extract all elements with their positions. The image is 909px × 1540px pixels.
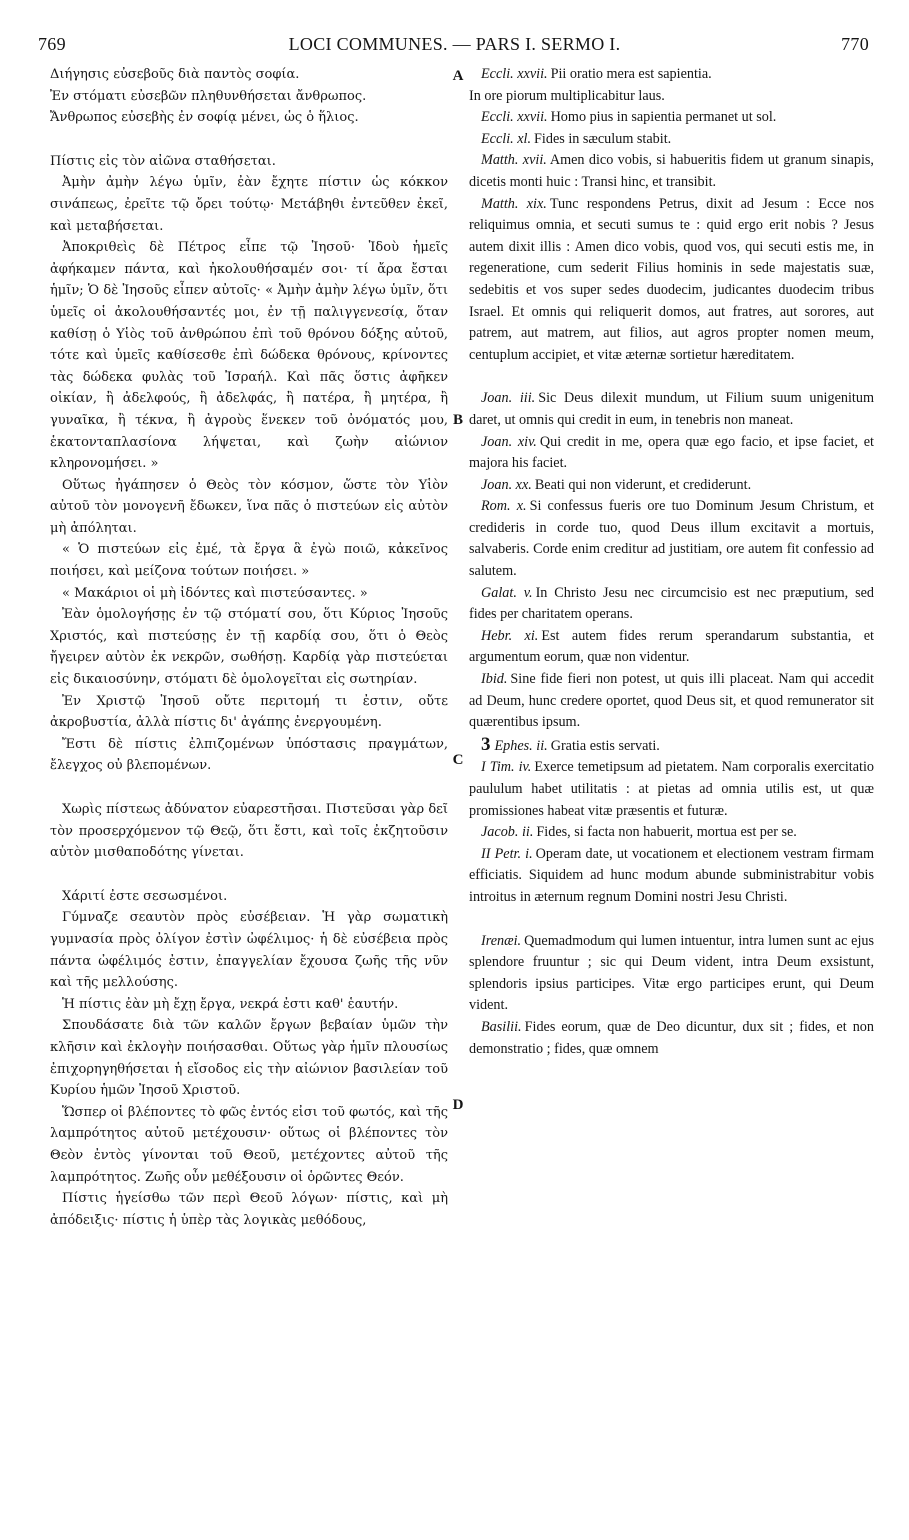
scripture-reference: Joan. xiv.: [481, 433, 537, 450]
greek-verse: Σπουδάσατε διὰ τῶν καλῶν ἔργων βεβαίαν ὑμῶν τὴν κλῆσιν καὶ ἐκλογὴν ποιήσασθαι. Οὕτως γὰρ ἡμῖν πλουσίως ἐπιχορηγηθήσεται ἡ εἴσοδος εἰς τὴν αἰώνιον βασιλείαν τοῦ Κυρίου ἡμῶν Ἰησοῦ Χριστοῦ.: [50, 1018, 448, 1099]
latin-text: Si confessus fueris ore tuo Dominum Jesum Christum, et credideris in corde tuo, quod Deus illum excitavit a mortuis, salvaberis. Corde enim creditur ad justitiam, ore autem fit confessio ad salutem.: [469, 498, 874, 580]
latin-verse: [469, 626, 874, 669]
latin-verse: [469, 432, 874, 475]
latin-verse: [469, 107, 874, 129]
scripture-reference: Matth. xix.: [481, 195, 547, 212]
greek-verse: « Ὁ πιστεύων εἰς ἐμέ, τὰ ἔργα ἃ ἐγὼ ποιῶ, κἀκεῖνος ποιήσει, καὶ μείζονα τούτων ποιήσει. »: [50, 542, 448, 580]
latin-column: [469, 64, 874, 1534]
latin-verse: [469, 475, 874, 497]
latin-verse: [469, 388, 874, 431]
scripture-reference: Ephes. ii.: [494, 737, 548, 754]
latin-text: In ore piorum multiplicabitur laus.: [469, 87, 665, 104]
latin-verse: [469, 129, 874, 151]
latin-text: Operam date, ut vocationem et electionem vestram firmam efficiatis. Siquidem ad hunc modum abunde subministrabitur vobis introitus in æternum regnum Domini nostri Jesu Christi.: [469, 845, 874, 905]
margin-letter-a: A: [452, 68, 464, 84]
latin-text: Fides eorum, quæ de Deo dicuntur, dux sit ; fides, et non demonstratio ; fides, quæ omnem: [469, 1018, 874, 1057]
greek-verse: Πίστις εἰς τὸν αἰῶνα σταθήσεται.: [50, 153, 276, 169]
latin-text: Pii oratio mera est sapientia.: [550, 66, 712, 82]
greek-verse: Πίστις ἡγείσθω τῶν περὶ Θεοῦ λόγων· πίστις, καὶ μὴ ἀπόδειξις· πίστις ἡ ὑπὲρ τὰς λογικὰς μεθόδους,: [50, 1191, 448, 1228]
scripture-reference: I Tim. iv.: [481, 759, 532, 776]
latin-text: Beati qui non viderunt, et crediderunt.: [534, 476, 752, 493]
scripture-reference: Eccli. xl.: [481, 130, 532, 147]
latin-text: Tunc respondens Petrus, dixit ad Jesum : Ecce nos reliquimus omnia, et secuti sumus te : quid ergo erit nobis ? Jesus autem dixit illis : Amen dico vobis, quod vos, qui secuti estis me, in regeneratione, cum sederit Filius hominis in sede majestatis suæ, sedebitis et vos super sedes duodecim, judicantes duodecim tribus Israel. Et omnis qui reliquerit domos, aut fratres, aut sorores, aut patrem, aut matrem, aut filios, aut agros propter nomen meum, centuplum accipiet, et vitæ æternæ sortietur hæreditatem.: [469, 195, 874, 363]
scripture-reference: Joan. iii.: [481, 390, 536, 407]
latin-verse: [469, 496, 874, 582]
latin-verse: [469, 1017, 874, 1060]
greek-verse: Οὕτως ἠγάπησεν ὁ Θεὸς τὸν κόσμον, ὥστε τὸν Υἱὸν αὐτοῦ τὸν μονογενῆ ἔδωκεν, ἵνα πᾶς ὁ πιστεύων εἰς αὐτὸν μὴ ἀπόληται.: [50, 477, 448, 536]
greek-verse: Ὥσπερ οἱ βλέποντες τὸ φῶς ἐντός εἰσι τοῦ φωτός, καὶ τῆς λαμπρότητος αὐτοῦ μετέχουσιν· οὕτως οἱ βλέποντες τὸν Θεὸν ἐντὸς γίνονται τοῦ Θεοῦ, μετέχοντες αὐτοῦ τῆς λαμπρότητος. Ζωῆς οὖν μεθέξουσιν οἱ ὁρῶντες Θεόν.: [50, 1104, 448, 1185]
latin-text: Est autem fides rerum sperandarum substantia, et argumentum eorum, quæ non videntur.: [469, 627, 874, 666]
latin-verse: [469, 844, 874, 909]
greek-verse: Ἀποκριθεὶς δὲ Πέτρος εἶπε τῷ Ἰησοῦ· Ἰδοὺ ἡμεῖς ἀφήκαμεν πάντα, καὶ ἠκολουθήσαμέν σοι· τί ἄρα ἔσται ἡμῖν; Ὁ δὲ Ἰησοῦς εἶπεν αὐτοῖς· « Ἀμὴν ἀμὴν λέγω ὑμῖν, ὅτι ὑμεῖς οἱ ἀκολουθήσαντές μοι, ἐν τῇ παλιγγενεσίᾳ, ὅταν καθίσῃ ὁ Υἱὸς τοῦ ἀνθρώπου ἐπὶ τοῦ θρόνου δόξης αὐτοῦ, τότε καὶ ὑμεῖς καθίσεσθε ἐπὶ δώδεκα θρόνους, κρίνοντες τὰς δώδεκα φυλὰς τοῦ Ἰσραήλ. Καὶ πᾶς ὅστις ἀφῆκεν οἰκίαν, ἢ ἀδελφούς, ἢ ἀδελφάς, ἢ πατέρα, ἢ μητέρα, ἢ γυναῖκα, ἢ τέκνα, ἢ ἀγροὺς ἕνεκεν τοῦ ὀνόματός μου, ἑκατονταπλασίονα λήψεται, καὶ ζωὴν αἰώνιον κληρονομήσει. »: [50, 240, 448, 472]
latin-text: Homo pius in sapientia permanet ut sol.: [550, 109, 777, 126]
greek-verse: Γύμναζε σεαυτὸν πρὸς εὐσέβειαν. Ἡ γὰρ σωματικὴ γυμνασία πρὸς ὀλίγον ἐστὶν ὠφέλιμος· ἡ δὲ εὐσέβεια πρὸς πάντα ὠφέλιμός ἐστιν, ἐπαγγελίαν ἔχουσα ζωῆς τῆς νῦν καὶ τῆς μελλούσης.: [50, 910, 448, 991]
greek-verse: Χωρὶς πίστεως ἀδύνατον εὐαρεστῆσαι. Πιστεῦσαι γὰρ δεῖ τὸν προσερχόμενον τῷ Θεῷ, ὅτι ἔστι, καὶ τοῖς ἐκζητοῦσιν αὐτὸν μισθαποδότης γίνεται.: [50, 802, 448, 861]
scripture-reference: Galat. v.: [481, 584, 533, 601]
margin-letter-b: B: [452, 412, 463, 428]
page-number-left: 769: [38, 34, 66, 54]
latin-verse: [469, 86, 874, 108]
latin-verse: [469, 150, 874, 193]
scripture-reference: Matth. xvii.: [481, 152, 547, 169]
latin-text: Sic Deus dilexit mundum, ut Filium suum unigenitum daret, ut omnis qui credit in eum, in tenebris non maneat.: [469, 390, 874, 428]
latin-verse: [469, 734, 874, 758]
greek-verse: « Μακάριοι οἱ μὴ ἰδόντες καὶ πιστεύσαντες. »: [62, 585, 368, 601]
running-header: [0, 30, 909, 56]
latin-text: Exerce temetipsum ad pietatem. Nam corporalis exercitatio paululum habet utilitatis : at pietas ad omnia utilis est, ut quæ promissiones habeat vitæ præsentis et futuræ.: [469, 759, 874, 819]
margin-letter-d: D: [452, 1097, 464, 1113]
scripture-reference: Joan. xx.: [481, 476, 532, 493]
scripture-reference: Rom. x.: [481, 498, 527, 515]
latin-text: Quemadmodum qui lumen intuentur, intra lumen sunt ac ejus splendore fruuntur ; sic qui Deum vident, intra Deum exsistunt, splendoris ipsius participes. Vitæ ergo participes erunt, qui Deum vident.: [469, 932, 874, 1014]
running-title: LOCI COMMUNES. — PARS I. SERMO I.: [288, 34, 621, 54]
latin-text: Qui credit in me, opera quæ ego facio, et ipse faciet, et majora his faciet.: [469, 433, 874, 472]
scripture-reference: Hebr. xi.: [481, 627, 539, 644]
scripture-reference: Ibid.: [481, 671, 508, 688]
latin-verse: [469, 931, 874, 1017]
father-reference: Irenæi.: [481, 932, 522, 949]
latin-text: Amen dico vobis, si habueritis fidem ut granum sinapis, dicetis monti huic : Transi hinc, et transibit.: [469, 152, 874, 190]
latin-verse: [469, 757, 874, 822]
latin-verse: [469, 64, 874, 86]
greek-verse: Ἔστι δὲ πίστις ἐλπιζομένων ὑπόστασις πραγμάτων, ἔλεγχος οὐ βλεπομένων.: [50, 736, 448, 774]
latin-text: Gratia estis servati.: [550, 737, 660, 754]
father-reference: Basilii.: [481, 1018, 522, 1035]
greek-verse: Ἡ πίστις ἐὰν μὴ ἔχῃ ἔργα, νεκρά ἐστι καθ' ἑαυτήν.: [62, 996, 399, 1012]
scripture-reference: Eccli. xxvii.: [481, 109, 548, 126]
greek-verse: Ἄνθρωπος εὐσεβὴς ἐν σοφίᾳ μένει, ὡς ὁ ἥλιος.: [50, 110, 359, 126]
greek-verse: Ἀμὴν ἀμὴν λέγω ὑμῖν, ἐὰν ἔχητε πίστιν ὡς κόκκον σινάπεως, ἐρεῖτε τῷ ὄρει τούτῳ· Μετάβηθι ἐντεῦθεν ἐκεῖ, καὶ μεταβήσεται.: [50, 175, 448, 234]
greek-verse: Ἐὰν ὁμολογήσῃς ἐν τῷ στόματί σου, ὅτι Κύριος Ἰησοῦς Χριστός, καὶ πιστεύσῃς ἐν τῇ καρδίᾳ σου, ὅτι ὁ Θεὸς ἤγειρεν αὐτὸν ἐκ νεκρῶν, σωθήσῃ. Καρδίᾳ γὰρ πιστεύεται εἰς δικαιοσύνην, στόματι δὲ ὁμολογεῖται εἰς σωτηρίαν.: [50, 607, 448, 688]
greek-column: [50, 64, 448, 1534]
page-mark-3: 3: [481, 733, 491, 755]
greek-verse: Διήγησις εὐσεβοῦς διὰ παντὸς σοφία.: [50, 67, 300, 82]
latin-text: Sine fide fieri non potest, ut quis illi placeat. Nam qui accedit ad Deum, hunc credere oportet, quod Deus sit, et quod remunerator sit quærentibus ipsum.: [469, 671, 874, 731]
greek-verse: Ἐν Χριστῷ Ἰησοῦ οὔτε περιτομή τι ἐστιν, οὔτε ἀκροβυστία, ἀλλὰ πίστις δι' ἀγάπης ἐνεργουμένη.: [50, 693, 448, 731]
scripture-reference: Eccli. xxvii.: [481, 66, 548, 82]
scripture-reference: Jacob. ii.: [481, 824, 534, 841]
margin-letter-c: C: [452, 752, 464, 768]
latin-verse: [469, 194, 874, 367]
latin-verse: [469, 669, 874, 734]
page-number-right: 770: [841, 34, 869, 54]
greek-verse: Χάριτί ἐστε σεσωσμένοι.: [62, 888, 228, 904]
latin-text: Fides in sæculum stabit.: [534, 130, 672, 147]
latin-text: In Christo Jesu nec circumcisio est nec præputium, sed fides per charitatem operans.: [469, 584, 874, 623]
scripture-reference: II Petr. i.: [481, 845, 533, 862]
latin-verse: [469, 583, 874, 626]
latin-text: Fides, si facta non habuerit, mortua est per se.: [536, 824, 797, 841]
greek-verse: Ἐν στόματι εὐσεβῶν πληθυνθήσεται ἄνθρωπος.: [50, 88, 367, 104]
latin-verse: [469, 822, 874, 844]
